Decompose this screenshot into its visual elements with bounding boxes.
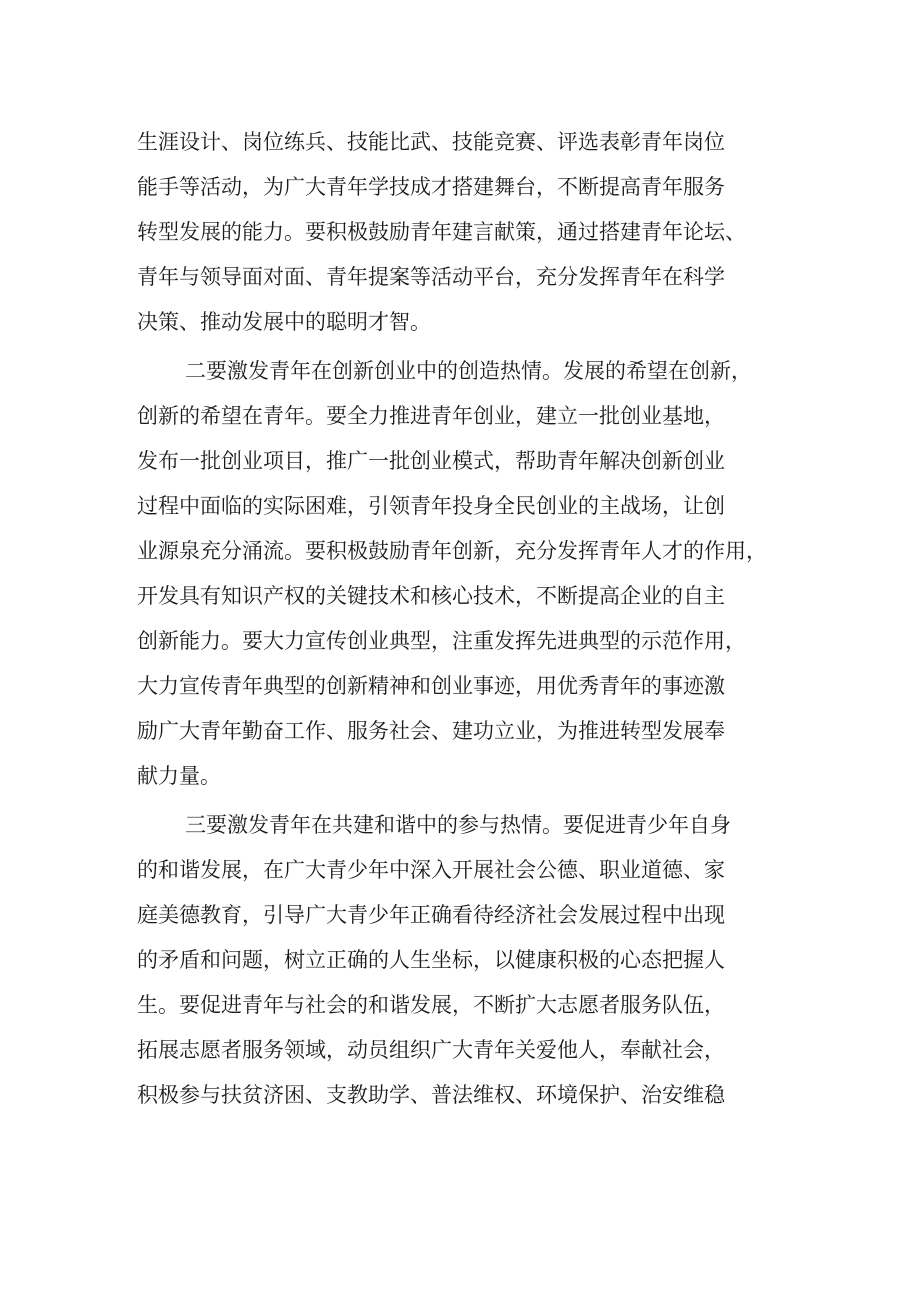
text-line: 业源泉充分涌流。要积极鼓励青年创新，充分发挥青年人才的作用， [137,539,767,563]
paragraph-3 [137,803,797,1118]
text-line: 的矛盾和问题，树立正确的人生坐标，以健康积极的心态把握人 [137,948,725,972]
text-line: 庭美德教育，引导广大青少年正确看待经济社会发展过程中出现 [137,903,725,927]
text-line: 青年与领导面对面、青年提案等活动平台，充分发挥青年在科学 [137,265,725,289]
text-line: 大力宣传青年典型的创新精神和创业事迹，用优秀青年的事迹激 [137,674,725,698]
text-line: 转型发展的能力。要积极鼓励青年建言献策，通过搭建青年论坛、 [137,220,746,244]
text-line: 生。要促进青年与社会的和谐发展，不断扩大志愿者服务队伍， [137,993,725,1017]
text-line: 开发具有知识产权的关键技术和核心技术，不断提高企业的自主 [137,584,725,608]
text-line: 献力量。 [137,764,221,788]
text-line-indented: 三要激发青年在共建和谐中的参与热情。要促进青少年自身 [185,813,731,837]
text-line: 创新能力。要大力宣传创业典型，注重发挥先进典型的示范作用， [137,629,746,653]
text-line: 过程中面临的实际困难，引领青年投身全民创业的主战场，让创 [137,494,725,518]
paragraph-2 [137,349,797,799]
text-line: 拓展志愿者服务领域，动员组织广大青年关爱他人，奉献社会， [137,1038,725,1062]
paragraph-1 [137,120,797,345]
text-line: 励广大青年勤奋工作、服务社会、建功立业，为推进转型发展奉 [137,719,725,743]
text-line: 生涯设计、岗位练兵、技能比武、技能竞赛、评选表彰青年岗位 [137,130,725,154]
text-line: 创新的希望在青年。要全力推进青年创业，建立一批创业基地， [137,404,725,428]
text-line-indented: 二要激发青年在创新创业中的创造热情。发展的希望在创新， [185,359,752,383]
text-line: 发布一批创业项目，推广一批创业模式，帮助青年解决创新创业 [137,449,725,473]
text-line: 积极参与扶贫济困、支教助学、普法维权、环境保护、治安维稳 [137,1083,725,1107]
text-line: 的和谐发展，在广大青少年中深入开展社会公德、职业道德、家 [137,858,725,882]
document-body [137,120,797,1118]
text-line: 决策、推动发展中的聪明才智。 [137,310,431,334]
text-line: 能手等活动，为广大青年学技成才搭建舞台，不断提高青年服务 [137,175,725,199]
